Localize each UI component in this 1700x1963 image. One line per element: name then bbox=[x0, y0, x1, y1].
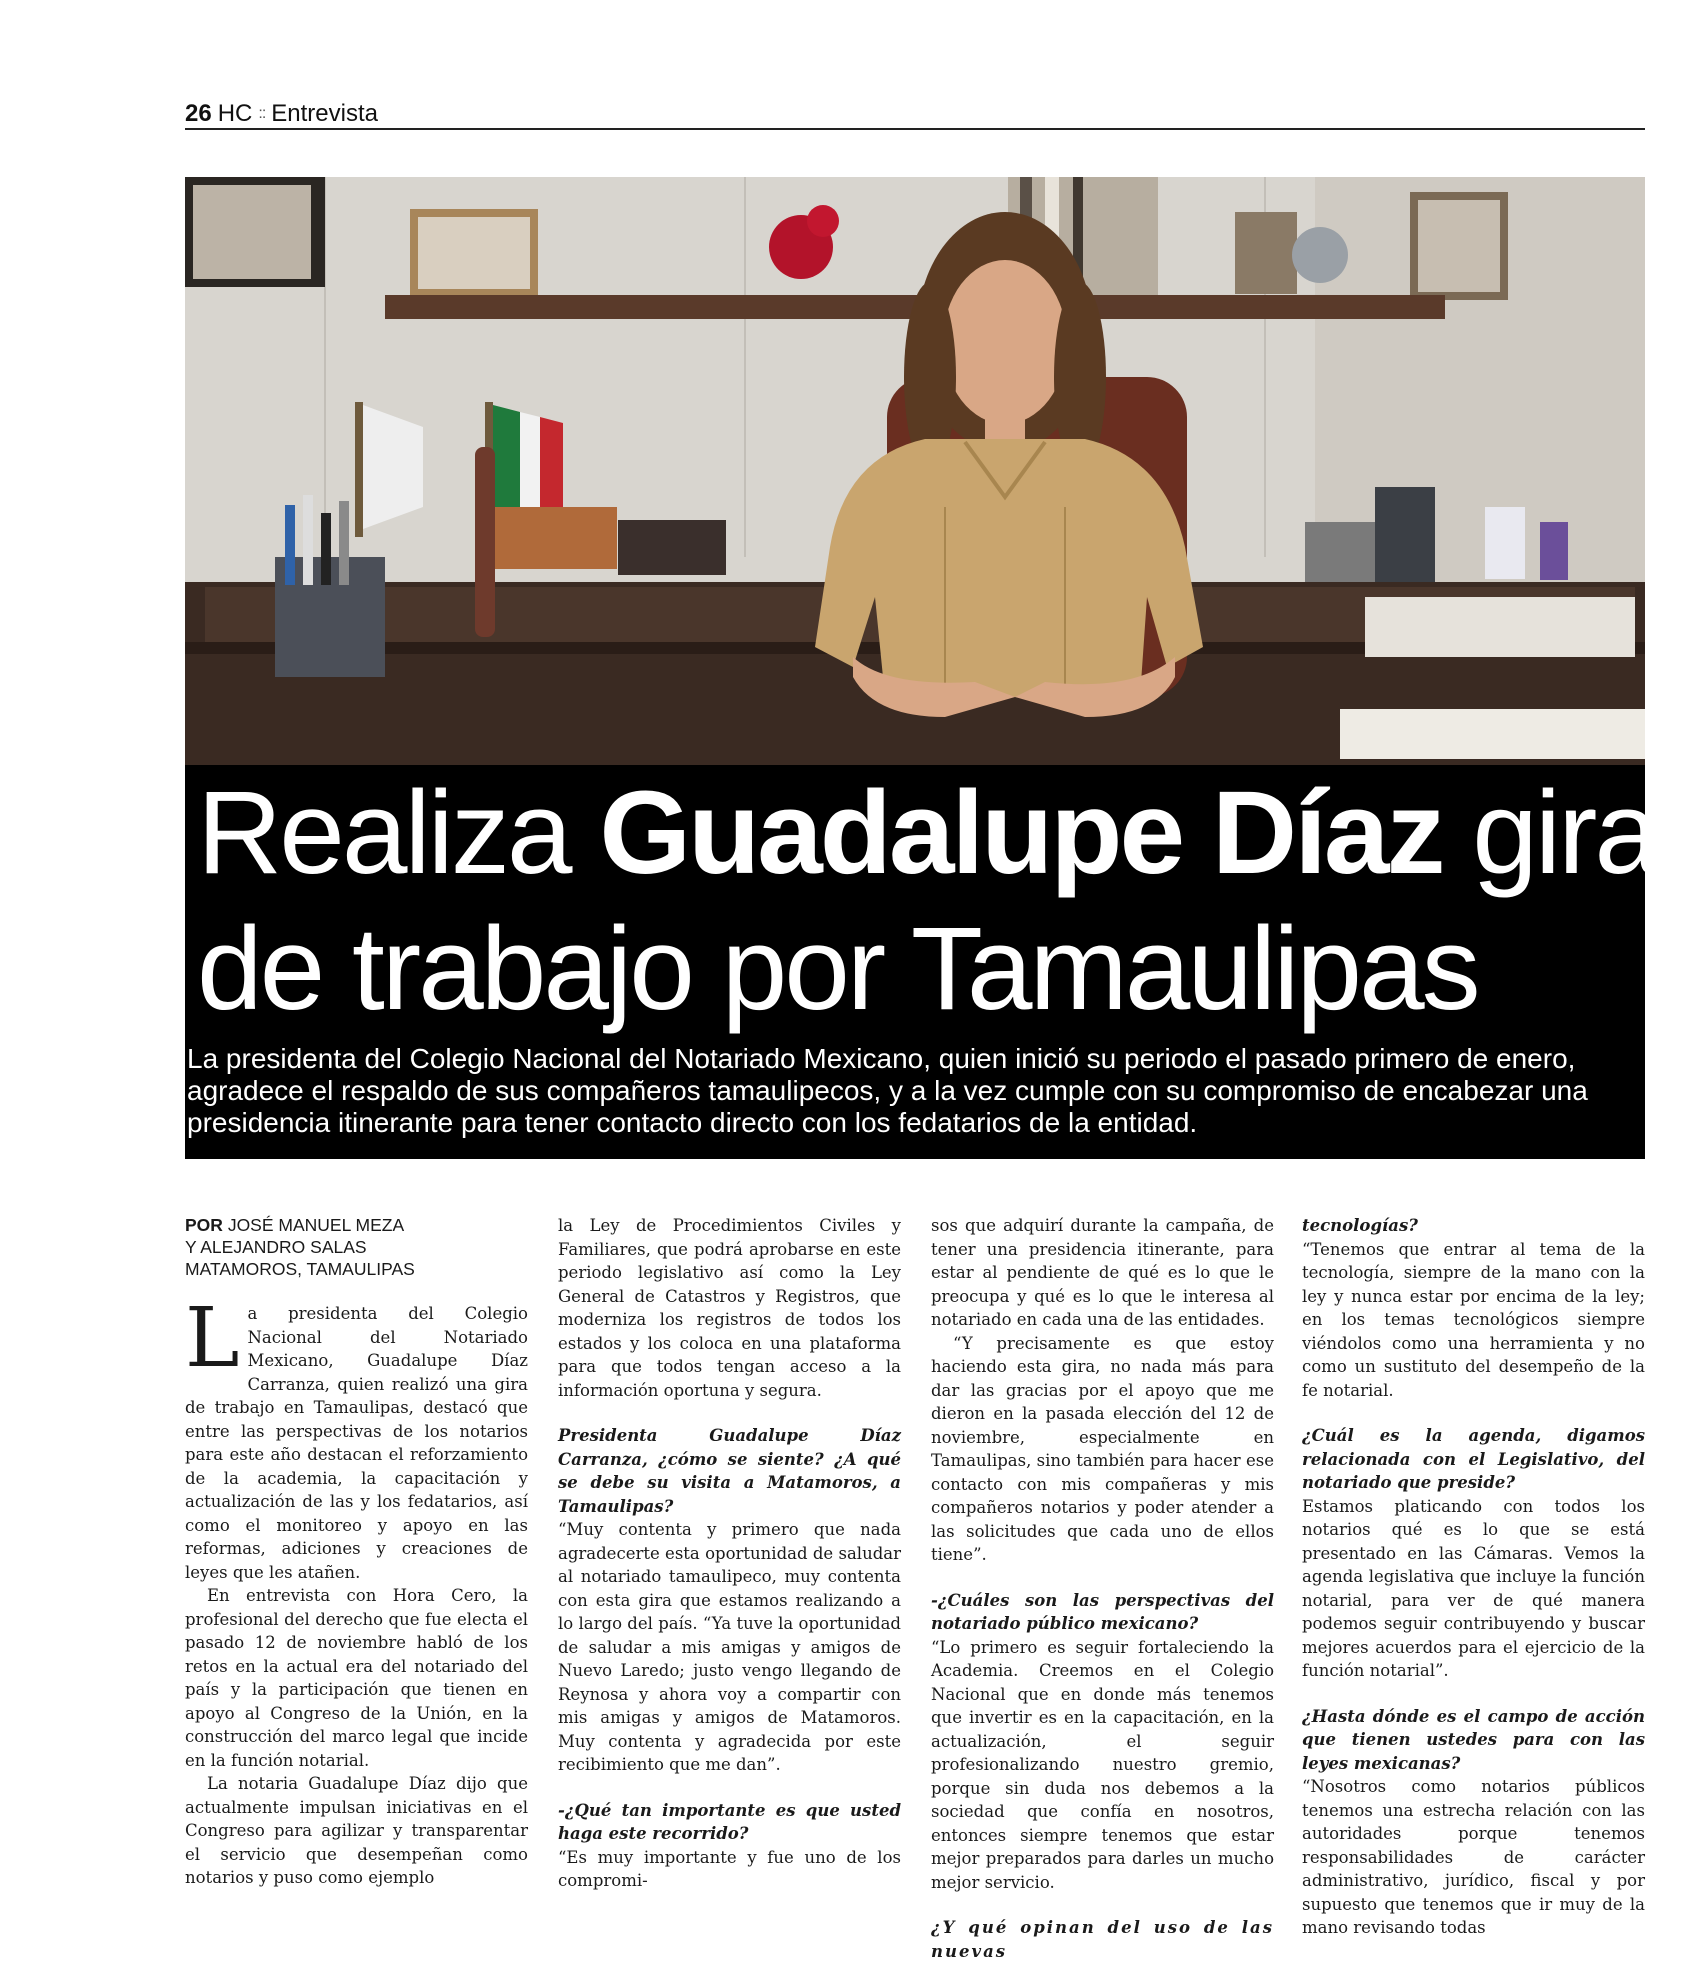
interview-question: -¿Cuáles son las perspectivas del notariado público mexicano? bbox=[931, 1590, 1274, 1633]
page-header bbox=[185, 102, 1645, 130]
headline-tail: gira bbox=[1442, 767, 1658, 899]
interview-answer: “Lo primero es seguir fortaleciendo la Academia. Creemos en el Colegio Nacional que en donde más tenemos que invertir es en la capacitación, en la actualización, el seguir profesionalizando nuestro gremio, porque sin duda nos debemos a la sociedad que confía en nosotros, entonces siempre tenemos que estar mejor preparados para darles un mucho mejor servicio. bbox=[931, 1637, 1274, 1892]
byline-label: POR bbox=[185, 1215, 223, 1235]
article-photo bbox=[185, 177, 1645, 765]
interview-question: ¿Hasta dónde es el campo de acción que tienen ustedes para con las leyes mexicanas? bbox=[1302, 1706, 1645, 1773]
interview-answer: “Es muy importante y fue uno de los compromi- bbox=[558, 1847, 901, 1890]
headline-block bbox=[185, 765, 1658, 1035]
interview-answer: Estamos platicando con todos los notarios qué es lo que se está presentado en las Cámaras. Vemos la agenda legislativa que incluye la función notarial, para ver de qué manera podemos seguir contribuyendo y buscar mejores acuerdos para el ejercicio de la función notarial”. bbox=[1302, 1496, 1645, 1680]
interview-answer: “Muy contenta y primero que nada agradecerte esta oportunidad de saludar al notariado tamaulipeco, muy contenta con esta gira que estamos realizando a lo largo del país. “Ya tuve la oportunidad de saludar a mis amigas y amigos de Nuevo Laredo; justo vengo llegando de Reynosa y ahora voy a compartir con mis amigas y amigos de Matamoros. Muy contenta y agradecida por este recibimiento que me dan”. bbox=[558, 1520, 901, 1774]
headline-line-2: de trabajo por Tamaulipas bbox=[197, 903, 1478, 1035]
article-column-2 bbox=[558, 1214, 901, 1893]
interview-question: -¿Qué tan importante es que usted haga este recorrido? bbox=[558, 1800, 901, 1843]
publication-name: HC bbox=[217, 100, 253, 127]
drop-cap: L bbox=[185, 1291, 240, 1386]
paragraph: En entrevista con Hora Cero, la profesional del derecho que fue electa el pasado 12 de noviembre habló de los retos en la actual era del notariado del país y la participación que tienen en apoyo al Congreso de la Unión, en la construcción del marco legal que incide en la función notarial. bbox=[185, 1586, 528, 1770]
interview-question: Presidenta Guadalupe Díaz Carranza, ¿cómo se siente? ¿A qué se debe su visita a Matamoros, a Tamaulipas? bbox=[558, 1426, 901, 1516]
headline-lead: Realiza bbox=[197, 767, 600, 899]
interview-question: ¿Cuál es la agenda, digamos relacionada con el Legislativo, del notariado que preside? bbox=[1302, 1426, 1645, 1492]
byline-location: MATAMOROS, TAMAULIPAS bbox=[185, 1259, 415, 1279]
interview-answer: “Tenemos que entrar al tema de la tecnología, siempre de la mano con la ley y nunca estar por encima de la ley; en los temas tecnológicos siempre viéndolos como una herramienta y no como un sustituto del desempeño de la fe notarial. bbox=[1302, 1239, 1645, 1400]
article-body bbox=[185, 1214, 1645, 1961]
article-column-1 bbox=[185, 1214, 528, 1890]
header-separator: :: bbox=[258, 105, 266, 122]
headline-line-1 bbox=[197, 765, 1658, 901]
subheadline: La presidenta del Colegio Nacional del Notariado Mexicano, quien inició su periodo el pasado primero de enero, agradece el respaldo de sus compañeros tamaulipecos, y a la vez cumple con su compromiso de encabezar una presidencia itinerante para tener contacto directo con los fedatarios de la entidad. bbox=[187, 1043, 1588, 1138]
article-column-4 bbox=[1302, 1214, 1645, 1940]
article-column-3 bbox=[931, 1214, 1274, 1963]
interview-answer: “Nosotros como notarios públicos tenemos una estrecha relación con las autoridades porque tenemos responsabilidades de carácter administrativo, jurídico, fiscal y por supuesto que tenemos que ir muy de la mano revisando todas bbox=[1302, 1777, 1645, 1937]
headline-name: Guadalupe Díaz bbox=[599, 767, 1443, 899]
byline-authors-2: Y ALEJANDRO SALAS bbox=[185, 1237, 367, 1257]
paragraph: sos que adquirí durante la campaña, de tener una presidencia itinerante, para estar al pendiente de qué es lo que le preocupa y qué es lo que le interesa al notariado en cada una de las entidades. bbox=[931, 1216, 1274, 1329]
paragraph: a presidenta del Colegio Nacional del Notariado Mexicano, Guadalupe Díaz Carranza, quien realizó una gira de trabajo en Tamaulipas, destacó que entre las perspectivas de los notarios para este año destacan el reforzamiento de la academia, la capacitación y actualización de las y los fedatarios, así como el monitoreo y apoyo en las reformas, adiciones y creaciones de leyes que les atañen. bbox=[185, 1304, 528, 1582]
interview-question: tecnologías? bbox=[1302, 1216, 1418, 1235]
byline bbox=[185, 1214, 528, 1280]
byline-authors-1: JOSÉ MANUEL MEZA bbox=[227, 1215, 405, 1235]
interview-question: ¿Y qué opinan del uso de las nuevas bbox=[931, 1918, 1274, 1961]
paragraph: la Ley de Procedimientos Civiles y Familiares, que podrá aprobarse en este periodo legislativo así como la Ley General de Catastros y Registros, que moderniza los registros de todos los estados y los coloca en una plataforma para que todos tengan acceso a la información oportuna y segura. bbox=[558, 1216, 901, 1400]
section-name: Entrevista bbox=[271, 100, 378, 127]
page-number: 26 bbox=[185, 100, 212, 127]
paragraph: “Y precisamente es que estoy haciendo esta gira, no nada más para dar las gracias por el apoyo que me dieron en la pasada elección del 12 de noviembre, especialmente en Tamaulipas, sino también para hacer ese contacto con mis compañeras y mis compañeros notarios y poder atender a las solicitudes que cada uno de ellos tiene”. bbox=[931, 1333, 1274, 1564]
hero-block bbox=[185, 177, 1658, 1159]
paragraph: La notaria Guadalupe Díaz dijo que actualmente impulsan iniciativas en el Congreso para agilizar y transparentar el servicio que desempeñan como notarios y puso como ejemplo bbox=[185, 1774, 528, 1887]
